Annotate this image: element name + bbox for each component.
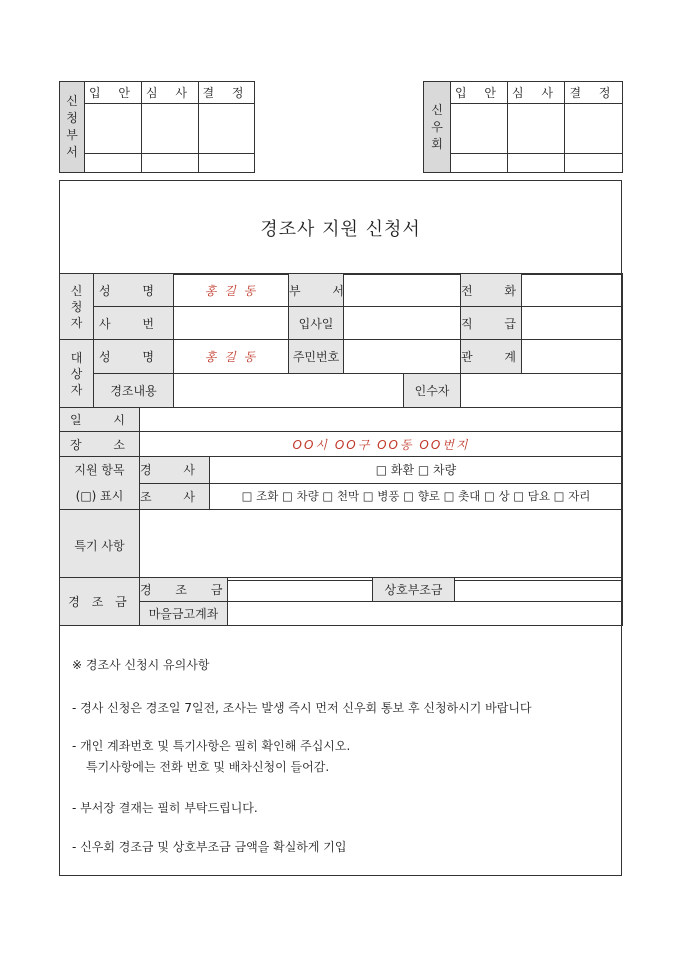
applicant-group-label: 신 청 자 bbox=[60, 274, 94, 340]
signature-box-decision[interactable] bbox=[565, 104, 623, 154]
note-item: - 경사 신청은 경조일 7일전, 조사는 발생 즉시 먼저 신우회 통보 후 신청하시기 바랍니다 bbox=[72, 701, 532, 715]
celebration-options[interactable]: □ 화환 □ 차량 bbox=[210, 457, 623, 484]
approval-header-decision: 결 정 bbox=[199, 82, 255, 104]
target-rrn-field[interactable] bbox=[344, 340, 461, 374]
person-info-table bbox=[59, 273, 623, 408]
money-amount-label: 경 조 금 bbox=[140, 578, 228, 602]
signature-box-review[interactable] bbox=[142, 104, 199, 154]
target-relation-field[interactable] bbox=[522, 340, 623, 374]
celebration-label: 경 사 bbox=[140, 457, 210, 484]
signature-box-review[interactable] bbox=[508, 104, 565, 154]
target-name-value[interactable]: 홍 길 동 bbox=[174, 340, 289, 374]
support-items-label: 지원 항목 (□) 표시 bbox=[60, 457, 140, 510]
note-item: - 부서장 결재는 필히 부탁드립니다. bbox=[72, 801, 258, 815]
applicant-dept-label: 부 서 bbox=[289, 274, 344, 307]
condolence-label: 조 사 bbox=[140, 483, 210, 510]
target-content-field[interactable] bbox=[174, 374, 404, 408]
target-receiver-label: 인수자 bbox=[404, 374, 461, 408]
approval-box-fellowship bbox=[423, 81, 623, 173]
applicant-dept-field[interactable] bbox=[344, 274, 461, 307]
place-value[interactable]: OO시 OO구 OO동 OO번지 bbox=[140, 432, 623, 457]
form-title: 경조사 지원 신청서 bbox=[60, 181, 621, 275]
note-item: 특기사항에는 전화 번호 및 배차신청이 들어감. bbox=[86, 760, 330, 774]
approval-header-draft: 입 안 bbox=[451, 82, 508, 104]
special-notes-label: 특기 사항 bbox=[60, 510, 140, 581]
target-relation-label: 관 계 bbox=[461, 340, 522, 374]
applicant-joindate-label: 입사일 bbox=[289, 307, 344, 340]
date-box-review[interactable] bbox=[508, 154, 565, 173]
approval-box-applicant-dept bbox=[59, 81, 255, 173]
approval-side-label: 신 우 회 bbox=[424, 82, 451, 173]
target-receiver-field[interactable] bbox=[461, 374, 623, 408]
money-amount-field[interactable] bbox=[228, 578, 373, 602]
target-content-label: 경조내용 bbox=[94, 374, 174, 408]
notes-section bbox=[60, 632, 621, 875]
approval-header-review: 심 사 bbox=[508, 82, 565, 104]
account-field[interactable] bbox=[228, 602, 623, 626]
date-box-review[interactable] bbox=[142, 154, 199, 173]
date-box-draft[interactable] bbox=[451, 154, 508, 173]
applicant-name-value[interactable]: 홍 길 동 bbox=[174, 274, 289, 307]
account-label: 마을금고계좌 bbox=[140, 602, 228, 626]
datetime-field[interactable] bbox=[140, 408, 623, 432]
applicant-empno-label: 사 번 bbox=[94, 307, 174, 340]
applicant-name-label: 성 명 bbox=[94, 274, 174, 307]
mutual-aid-field[interactable] bbox=[455, 578, 623, 602]
event-info-table bbox=[59, 407, 623, 581]
date-box-draft[interactable] bbox=[85, 154, 142, 173]
condolence-options[interactable]: □ 조화 □ 차량 □ 천막 □ 병풍 □ 향로 □ 촛대 □ 상 □ 담요 □ 자리 bbox=[210, 483, 623, 510]
applicant-phone-label: 전 화 bbox=[461, 274, 522, 307]
application-form bbox=[59, 180, 622, 876]
date-box-decision[interactable] bbox=[199, 154, 255, 173]
note-item: - 신우회 경조금 및 상호부조금 금액을 확실하게 기입 bbox=[72, 840, 347, 854]
applicant-joindate-field[interactable] bbox=[344, 307, 461, 340]
date-box-decision[interactable] bbox=[565, 154, 623, 173]
signature-box-draft[interactable] bbox=[85, 104, 142, 154]
special-notes-field[interactable] bbox=[140, 510, 623, 581]
signature-box-decision[interactable] bbox=[199, 104, 255, 154]
applicant-rank-field[interactable] bbox=[522, 307, 623, 340]
notes-heading: ※ 경조사 신청시 유의사항 bbox=[72, 658, 210, 672]
target-rrn-label: 주민번호 bbox=[289, 340, 344, 374]
target-name-label: 성 명 bbox=[94, 340, 174, 374]
signature-box-draft[interactable] bbox=[451, 104, 508, 154]
target-group-label: 대 상 자 bbox=[60, 340, 94, 408]
applicant-rank-label: 직 급 bbox=[461, 307, 522, 340]
money-label: 경 조 금 bbox=[60, 578, 140, 626]
approval-header-draft: 입 안 bbox=[85, 82, 142, 104]
place-label: 장 소 bbox=[60, 432, 140, 457]
note-item: - 개인 계좌번호 및 특기사항은 필히 확인해 주십시오. bbox=[72, 739, 351, 753]
applicant-phone-field[interactable] bbox=[522, 274, 623, 307]
mutual-aid-label: 상호부조금 bbox=[373, 578, 455, 602]
approval-header-decision: 결 정 bbox=[565, 82, 623, 104]
datetime-label: 일 시 bbox=[60, 408, 140, 432]
applicant-empno-field[interactable] bbox=[174, 307, 289, 340]
approval-side-label: 신 청 부 서 bbox=[60, 82, 85, 173]
approval-header-review: 심 사 bbox=[142, 82, 199, 104]
money-table bbox=[59, 577, 623, 626]
